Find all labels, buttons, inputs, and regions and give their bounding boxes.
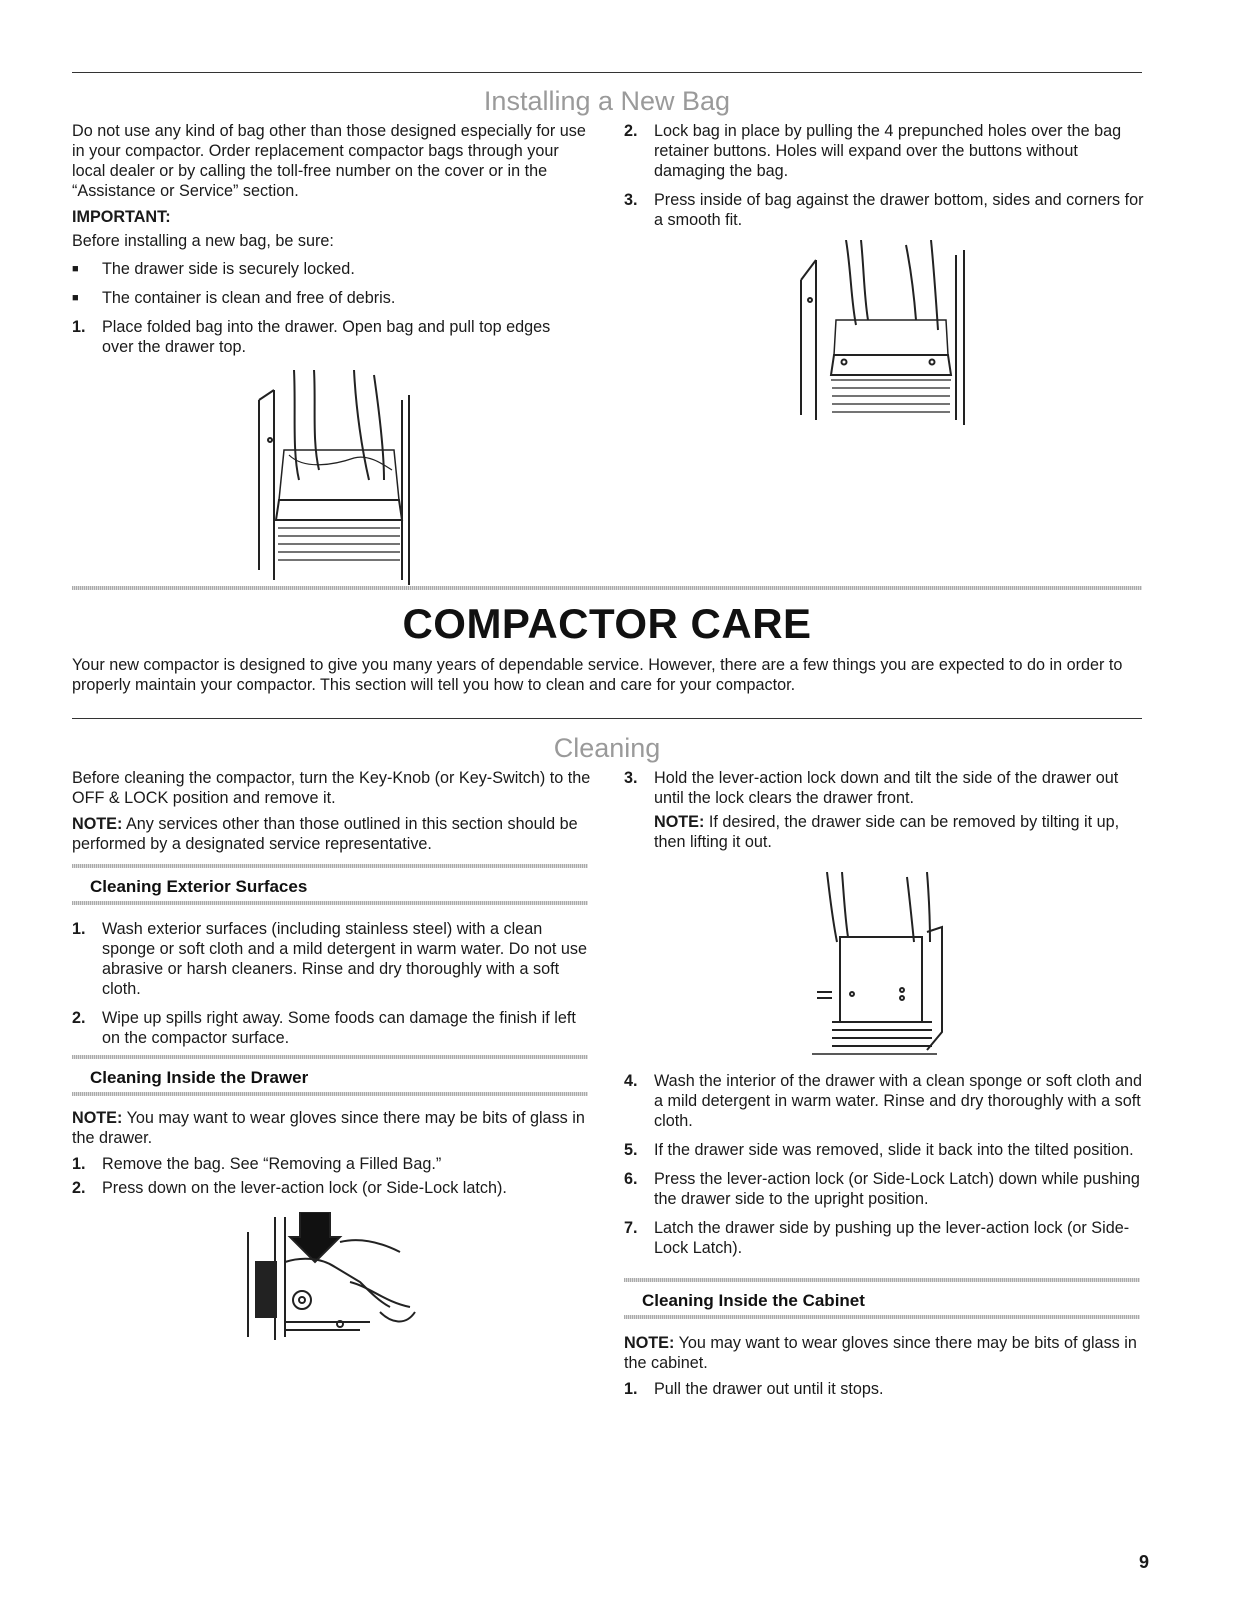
bullet-icon: ■	[72, 263, 79, 275]
cleaning-intro: Before cleaning the compactor, turn the Key-Knob (or Key-Switch) to the OFF & LOCK position and remove it.	[72, 769, 591, 807]
cabinet-title: Cleaning Inside the Cabinet	[642, 1291, 865, 1310]
installing-right-column	[624, 121, 1144, 239]
important-label: IMPORTANT:	[72, 208, 171, 226]
list-item: 5. If the drawer side was removed, slide it back into the tilted position.	[624, 1141, 1134, 1159]
lever-lock-illustration	[240, 1212, 420, 1342]
divider	[72, 864, 588, 868]
divider	[72, 1092, 588, 1096]
step3-note: NOTE: If desired, the drawer side can be removed by tilting it up, then lifting it out.	[654, 813, 1120, 851]
drawer-left-column	[72, 1108, 592, 1207]
cleaning-note: NOTE: Any services other than those outlined in this section should be performed by a designated service representative.	[72, 815, 578, 853]
list-item: 7. Latch the drawer side by pushing up the lever-action lock (or Side-Lock Latch).	[624, 1219, 1130, 1257]
before-text: Before installing a new bag, be sure:	[72, 232, 334, 250]
list-item: 2. Lock bag in place by pulling the 4 prepunched holes over the bag retainer buttons. Holes will expand over the buttons without damaging the bag.	[624, 122, 1122, 180]
tilted-drawer-illustration	[812, 872, 962, 1057]
installing-left-column	[72, 121, 592, 366]
cleaning-left-column	[72, 768, 592, 860]
top-rule	[72, 72, 1142, 73]
drawer-title: Cleaning Inside the Drawer	[90, 1068, 309, 1087]
list-item: ■ The container is clean and free of debris.	[72, 289, 396, 307]
divider	[72, 1055, 588, 1059]
bullet-icon: ■	[72, 292, 79, 304]
divider	[72, 901, 588, 905]
bag-lock-illustration	[796, 240, 974, 425]
cabinet-section	[624, 1333, 1144, 1408]
exterior-steps	[72, 919, 592, 1057]
exterior-title: Cleaning Exterior Surfaces	[90, 877, 308, 896]
list-item: 2. Press down on the lever-action lock (or Side-Lock latch).	[72, 1179, 507, 1197]
cleaning-title: Cleaning	[553, 733, 661, 763]
list-item: 1. Wash exterior surfaces (including stainless steel) with a clean sponge or soft cloth and a mild detergent in warm water. Do not use abrasive or harsh cleaners. Rinse and dry thoroughly with a soft cloth.	[72, 920, 587, 998]
cleaning-rule	[72, 718, 1142, 719]
divider	[624, 1315, 1140, 1319]
cabinet-note: NOTE: You may want to wear gloves since there may be bits of glass in the cabinet.	[624, 1334, 1137, 1372]
care-title: COMPACTOR CARE	[402, 600, 812, 647]
installing-title: Installing a New Bag	[483, 86, 731, 116]
installing-intro: Do not use any kind of bag other than those designed especially for use in your compactor. Order replacement compactor bags through your local dealer or by calling the toll-free number on the cover or in the “Assistance or Service” section.	[72, 122, 586, 200]
bag-into-drawer-illustration	[244, 370, 419, 590]
care-intro: Your new compactor is designed to give you many years of dependable service. However, there are a few things you are expected to do in order to properly maintain your compactor. This section will tell you how to clean and care for your compactor.	[72, 656, 1123, 694]
drawer-note: NOTE: You may want to wear gloves since there may be bits of glass in the drawer.	[72, 1109, 585, 1147]
divider	[624, 1278, 1140, 1282]
page-number: 9	[1138, 1552, 1149, 1572]
list-item: 1. Pull the drawer out until it stops.	[624, 1380, 884, 1398]
list-item: 3. Hold the lever-action lock down and tilt the side of the drawer out until the lock clears the drawer front.	[624, 769, 1119, 807]
care-divider	[72, 586, 1142, 590]
cleaning-right-steps	[624, 1071, 1144, 1267]
cleaning-right-column	[624, 768, 1144, 858]
list-item: 6. Press the lever-action lock (or Side-Lock Latch) down while pushing the drawer side to the upright position.	[624, 1170, 1140, 1208]
list-item: 1. Place folded bag into the drawer. Open bag and pull top edges over the drawer top.	[72, 318, 551, 356]
list-item: 2. Wipe up spills right away. Some foods can damage the finish if left on the compactor surface.	[72, 1009, 576, 1047]
list-item: ■ The drawer side is securely locked.	[72, 260, 355, 278]
list-item: 4. Wash the interior of the drawer with a clean sponge or soft cloth and a mild detergent in warm water. Rinse and dry thoroughly with a soft cloth.	[624, 1072, 1142, 1130]
list-item: 1. Remove the bag. See “Removing a Filled Bag.”	[72, 1155, 442, 1173]
list-item: 3. Press inside of bag against the drawer bottom, sides and corners for a smooth fit.	[624, 191, 1144, 229]
